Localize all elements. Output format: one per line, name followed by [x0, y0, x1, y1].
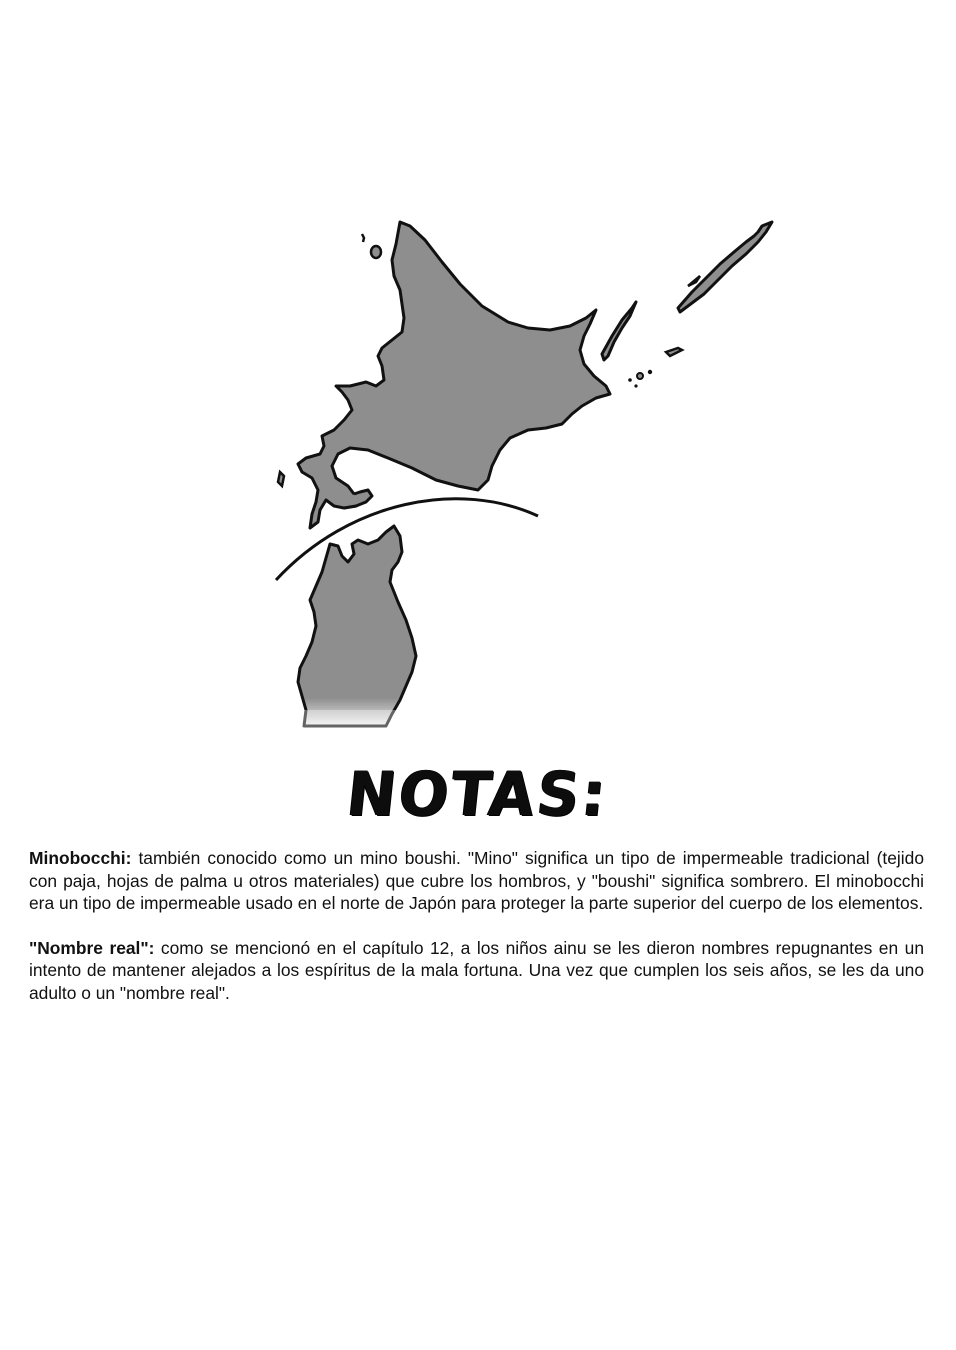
honshu-island	[298, 526, 416, 726]
rebun-island	[362, 234, 364, 242]
note-text: como se mencionó en el capítulo 12, a los niños ainu se les dieron nombres repugnantes en un intento de mantener alejados a los espíritus de la mala fortuna. Una vez que cumplen los seis años, se les da uno adulto o un "nombre real".	[29, 937, 924, 1003]
kunashiri-island	[602, 302, 636, 360]
map-illustration	[260, 210, 800, 740]
notes-title: NOTAS:	[343, 758, 613, 830]
okushiri-island	[278, 472, 284, 486]
rishiri-island	[371, 246, 381, 258]
note-term: "Nombre real":	[29, 937, 155, 958]
map-fade-edge	[300, 710, 396, 730]
hokkaido-island	[298, 222, 610, 528]
habomai-island	[637, 373, 643, 379]
note-paragraph-nombre-real	[29, 937, 924, 1005]
habomai-island	[648, 370, 652, 374]
iturup-island	[678, 222, 772, 312]
note-term: Minobocchi:	[29, 848, 132, 868]
habomai-island	[634, 384, 637, 387]
habomai-island	[628, 378, 632, 382]
notes-body	[29, 847, 924, 1027]
shikotan-island	[666, 348, 682, 356]
note-text: también conocido como un mino boushi. "Mino" significa un tipo de impermeable tradicional (tejido con paja, hojas de palma u otros materiales) que cubre los hombros, y "boushi" significa sombrero. El minobocchi era un tipo de impermeable usado en el norte de Japón para proteger la parte superior del cuerpo de los elementos.	[29, 848, 924, 914]
note-paragraph-minobocchi	[29, 847, 924, 915]
